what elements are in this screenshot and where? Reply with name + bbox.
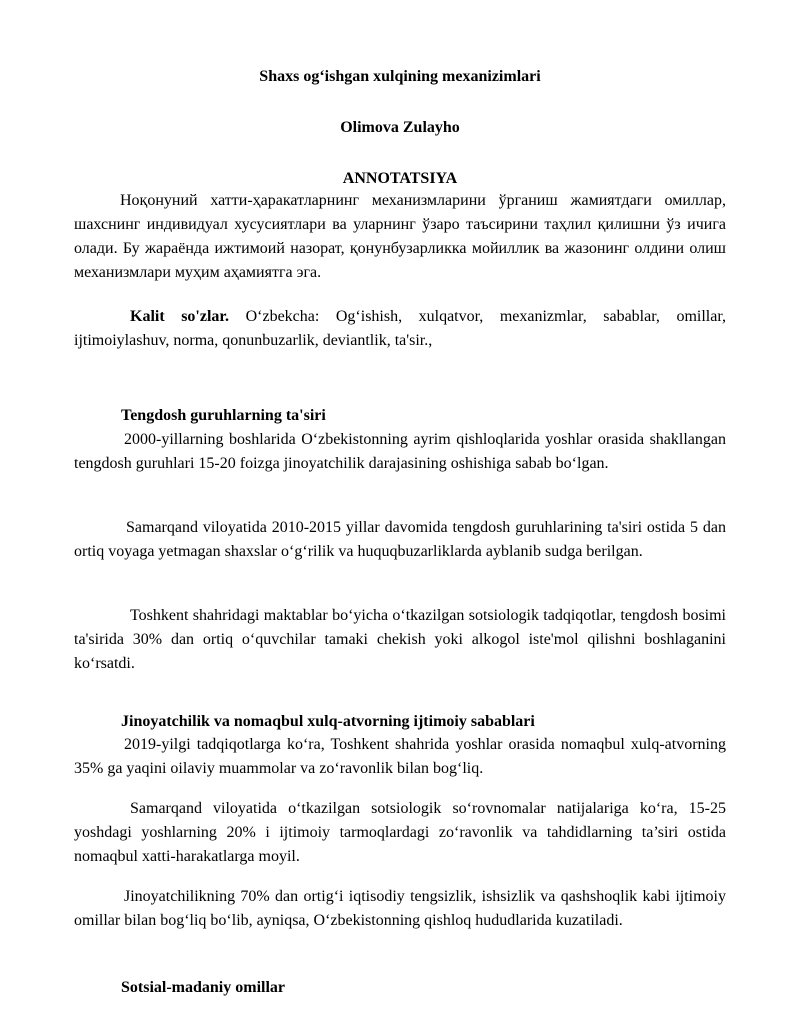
keywords-label: Kalit so'zlar. xyxy=(130,308,230,325)
paragraph: Jinoyatchilikning 70% dan ortig‘i iqtisodiy tengsizlik, ishsizlik va qashshoqlik kabi ijtimoiy omillar bilan bog‘liq bo‘lib, ayniqsa, O‘zbekistonning qishloq hududlarida kuzatiladi. xyxy=(74,888,726,929)
paragraph: Samarqand viloyatida 2010-2015 yillar davomida tengdosh guruhlarining ta'siri ostida 5 dan ortiq voyaga yetmagan shaxslar o‘g‘rilik va huquqbuzarliklarda ayblanib sudga berilgan. xyxy=(74,519,726,560)
annotation-text: Ноқонуний хатти-ҳаракатларнинг механизмларини ўрганиш жамиятдаги омиллар, шахснинг индивидуал хусусиятлари ва уларнинг ўзаро таъсирини таҳлил қилишни ўз ичига олади. Бу жараёнда ижтимоий назорат, қонунбузарликка мойиллик ва жазонинг олдини олиш механизмлари муҳим аҳамиятга эга. xyxy=(74,192,726,281)
section-heading-sociocultural: Sotsial-madaniy omillar xyxy=(121,979,286,996)
keywords-text: O‘zbekcha: Og‘ishish, xulqatvor, mexanizmlar, sabablar, omillar, ijtimoiylashuv, norma, qonunbuzarlik, deviantlik, ta'sir., xyxy=(74,308,727,349)
paragraph: Toshkent shahridagi maktablar bo‘yicha o‘tkazilgan sotsiologik tadqiqotlar, tengdosh bosimi ta'sirida 30% dan ortiq o‘quvchilar tamaki chekish yoki alkogol iste'mol qilishni boshlaganini ko‘rsatdi. xyxy=(74,607,726,672)
author-name: Olimova Zulayho xyxy=(340,119,460,136)
keywords-paragraph xyxy=(74,305,726,353)
section-heading-social-causes: Jinoyatchilik va nomaqbul xulq-atvorning ijtimoiy sabablari xyxy=(121,713,535,730)
paragraph: 2000-yillarning boshlarida O‘zbekistonning ayrim qishloqlarida yoshlar orasida shakllangan tengdosh guruhlari 15-20 foizga jinoyatchilik darajasining oshishiga sabab bo‘lgan. xyxy=(74,431,726,472)
paragraph: 2019-yilgi tadqiqotlarga ko‘ra, Toshkent shahrida yoshlar orasida nomaqbul xulq-atvorning 35% ga yaqini oilaviy muammolar va zo‘ravonlik bilan bog‘liq. xyxy=(74,736,726,777)
annotation-heading: ANNOTATSIYA xyxy=(342,170,458,187)
paragraph: Samarqand viloyatida o‘tkazilgan sotsiologik so‘rovnomalar natijalariga ko‘ra, 15-25 yoshdagi yoshlarning 20% i ijtimoiy tarmoqlardagi zo‘ravonlik va tahdidlarning ta’siri ostida nomaqbul xatti-harakatlarga moyil. xyxy=(74,800,726,865)
section-heading-peer-groups: Tengdosh guruhlarning ta'siri xyxy=(121,407,326,424)
document-title: Shaxs og‘ishgan xulqining mexanizimlari xyxy=(259,68,541,85)
